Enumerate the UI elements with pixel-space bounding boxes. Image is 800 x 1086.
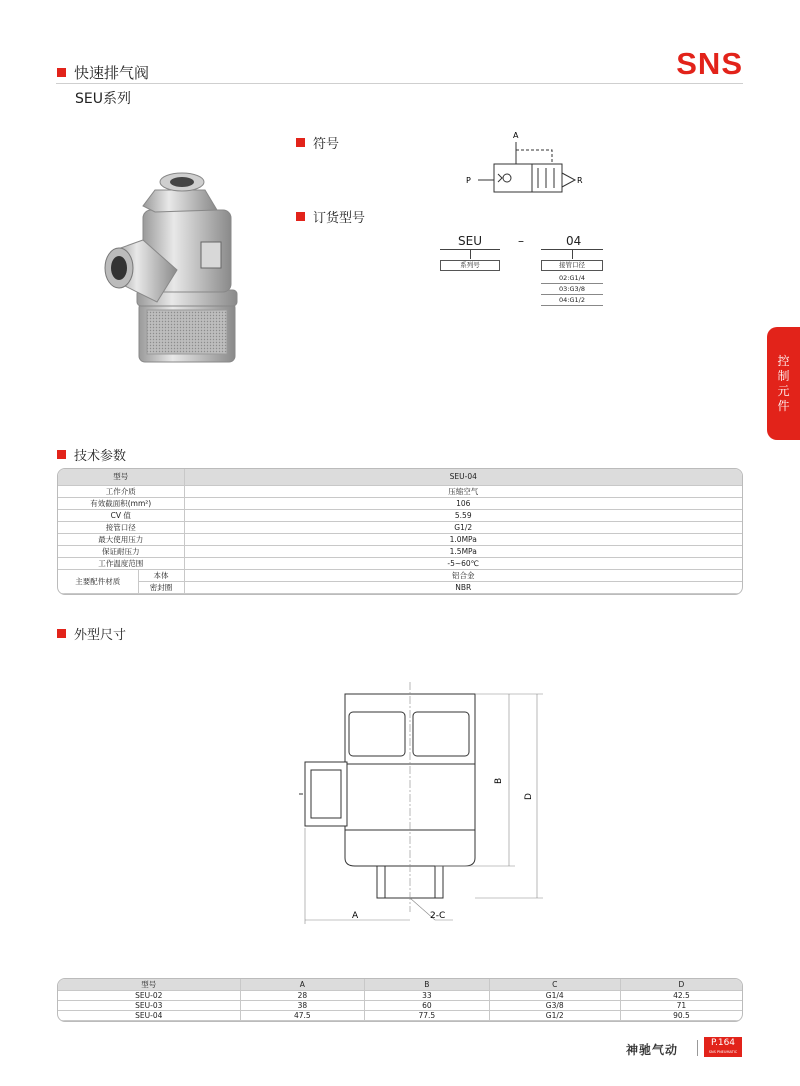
table-row: SEU-04 47.5 77.5 G1/2 90.5 <box>58 1011 742 1021</box>
table-row: 接管口径 G1/2 <box>58 521 742 533</box>
side-tab-char: 件 <box>777 398 790 413</box>
symbol-heading-text: 符号 <box>313 137 340 152</box>
dim-d-label: D <box>524 793 534 800</box>
order-connector <box>572 249 573 259</box>
category-side-tab[interactable] <box>767 327 800 440</box>
series-title: SEU系列 <box>75 91 131 107</box>
table-row: 工作温度范围 -5~60℃ <box>58 557 742 569</box>
port-r-label: R <box>577 176 583 185</box>
dim-col-header: D <box>620 979 742 991</box>
port-label-box: 接管口径 <box>541 260 603 271</box>
side-tab-char: 控 <box>777 353 790 368</box>
table-row: SEU-03 38 60 G3/8 71 <box>58 1001 742 1011</box>
page-number: P.164 <box>710 1038 736 1048</box>
specs-heading-text: 技术参数 <box>74 449 127 464</box>
footer-company-logo: 神驰气动 <box>626 1043 679 1057</box>
section-marker <box>57 450 66 459</box>
dimensions-heading <box>57 624 126 643</box>
port-a-label: A <box>513 131 519 140</box>
order-code-port: 04 <box>566 234 582 248</box>
page-number-badge <box>704 1037 742 1057</box>
order-heading <box>296 207 365 226</box>
page-subtitle: SNS PNEUMATIC <box>708 1050 738 1054</box>
material-group-label: 主要配件材质 <box>58 569 138 593</box>
dimensions-heading-text: 外型尺寸 <box>74 628 127 643</box>
port-p-label: P <box>466 176 471 185</box>
dimension-drawing <box>285 682 555 930</box>
section-marker <box>296 138 305 147</box>
table-row: 保证耐压力 1.5MPa <box>58 545 742 557</box>
order-heading-text: 订货型号 <box>313 211 366 226</box>
dim-col-header: C <box>489 979 620 991</box>
port-options-list <box>541 273 603 306</box>
table-row: 有效截面积(mm²) 106 <box>58 497 742 509</box>
product-photo <box>95 170 255 370</box>
section-marker <box>57 68 66 77</box>
table-row: CV 值 5.59 <box>58 509 742 521</box>
specs-col-model: 型号 <box>58 469 184 485</box>
section-marker <box>57 629 66 638</box>
footer-divider <box>697 1040 698 1056</box>
order-code-series: SEU <box>458 234 482 248</box>
table-row: 最大使用压力 1.0MPa <box>58 533 742 545</box>
dim-2c-label: 2-C <box>430 911 446 921</box>
table-row: 工作介质 压缩空气 <box>58 485 742 497</box>
order-connector <box>470 249 471 259</box>
side-tab-char: 制 <box>777 368 790 383</box>
symbol-heading <box>296 133 339 152</box>
port-option: 04:G1/2 <box>541 295 603 306</box>
port-option: 02:G1/4 <box>541 273 603 284</box>
side-tab-char: 元 <box>777 383 790 398</box>
dim-col-header: 型号 <box>58 979 240 991</box>
series-label-box: 系列号 <box>440 260 500 271</box>
section-marker <box>296 212 305 221</box>
specs-col-value: SEU-04 <box>184 469 742 485</box>
product-title-text: 快速排气阀 <box>74 64 150 82</box>
order-code-dash: – <box>518 234 524 248</box>
specs-table <box>57 468 743 595</box>
dim-b-label: B <box>494 777 504 784</box>
header-divider <box>56 83 743 84</box>
specs-heading <box>57 445 126 464</box>
dim-a-label: A <box>352 911 359 921</box>
brand-logo: SNS <box>676 46 743 81</box>
table-row: 主要配件材质 本体 铝合金 <box>58 569 742 581</box>
pneumatic-symbol <box>460 128 600 198</box>
table-row: SEU-02 28 33 G1/4 42.5 <box>58 991 742 1001</box>
product-title <box>57 62 149 83</box>
port-option: 03:G3/8 <box>541 284 603 295</box>
dim-col-header: B <box>365 979 489 991</box>
table-row: 密封圈 NBR <box>58 581 742 593</box>
dimensions-table <box>57 978 743 1022</box>
dim-col-header: A <box>240 979 364 991</box>
